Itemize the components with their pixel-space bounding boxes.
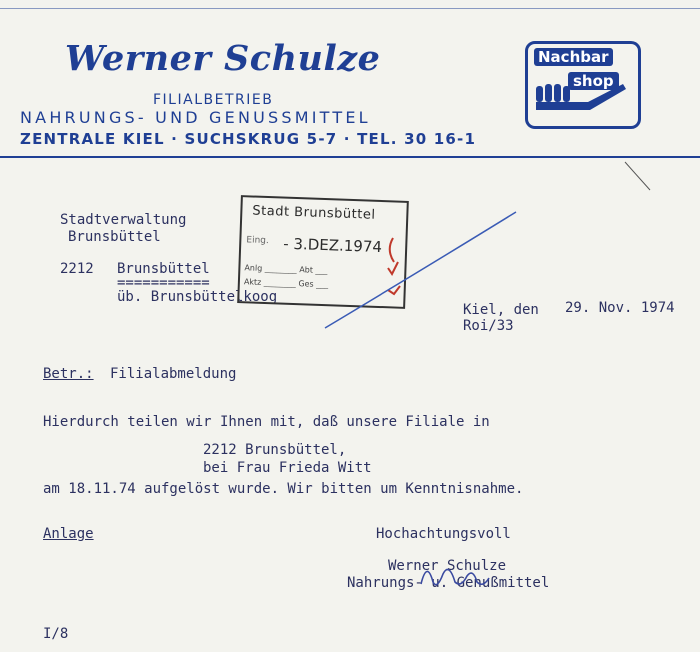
dateline-place: Kiel, den	[463, 302, 539, 318]
recipient-line-1: Stadtverwaltung	[60, 212, 187, 228]
attachment-label: Anlage	[43, 526, 94, 542]
stamp-received-label: Eing.	[246, 235, 269, 247]
red-check-mark-1	[390, 238, 394, 262]
letterhead-line-1: FILIALBETRIEB	[153, 92, 274, 108]
letterhead-line-2: NAHRUNGS- UND GENUSSMITTEL	[20, 108, 371, 127]
body-address-2: bei Frau Frieda Witt	[203, 460, 372, 476]
recipient-city: Brunsbüttel	[117, 261, 210, 277]
subject-text: Filialabmeldung	[110, 366, 237, 382]
red-check-mark-2	[388, 262, 398, 274]
letterhead-address: ZENTRALE KIEL · SUCHSKRUG 5-7 · TEL. 30 16-1	[20, 130, 477, 148]
recipient-via: üb. Brunsbüttelkoog	[117, 289, 278, 305]
reference-code: Roi/33	[463, 318, 514, 334]
subject-label: Betr.:	[43, 366, 94, 382]
closing-company-2: Nahrungs- u. Genußmittel	[347, 575, 550, 591]
footer-page-code: I/8	[43, 626, 69, 642]
body-line-1: Hierdurch teilen wir Ihnen mit, daß unsere Filiale in	[43, 414, 490, 430]
recipient-postcode: 2212	[60, 261, 94, 277]
dateline-date: 29. Nov. 1974	[565, 300, 675, 316]
body-line-2: am 18.11.74 aufgelöst wurde. Wir bitten um Kenntnisnahme.	[43, 481, 524, 497]
company-name-logo: Werner Schulze	[65, 38, 381, 79]
body-address-1: 2212 Brunsbüttel,	[203, 442, 347, 458]
handwritten-signature	[415, 552, 505, 597]
stamp-row-1: Anlg ________ Abt ___	[244, 263, 328, 276]
stamp-date: - 3.DEZ.1974	[282, 234, 383, 257]
recipient-underline: ===========	[117, 275, 210, 291]
stamp-row-2: Aktz ________ Ges ___	[243, 277, 329, 290]
corner-mark	[625, 162, 650, 190]
closing-greeting: Hochachtungsvoll	[376, 526, 511, 542]
stamp-authority: Stadt Brunsbüttel	[252, 203, 376, 223]
logo-text-nachbar: Nachbar	[534, 48, 613, 66]
closing-company: Werner Schulze	[388, 558, 507, 574]
recipient-line-2: Brunsbüttel	[68, 229, 161, 245]
logo-text-shop: shop	[568, 72, 619, 90]
